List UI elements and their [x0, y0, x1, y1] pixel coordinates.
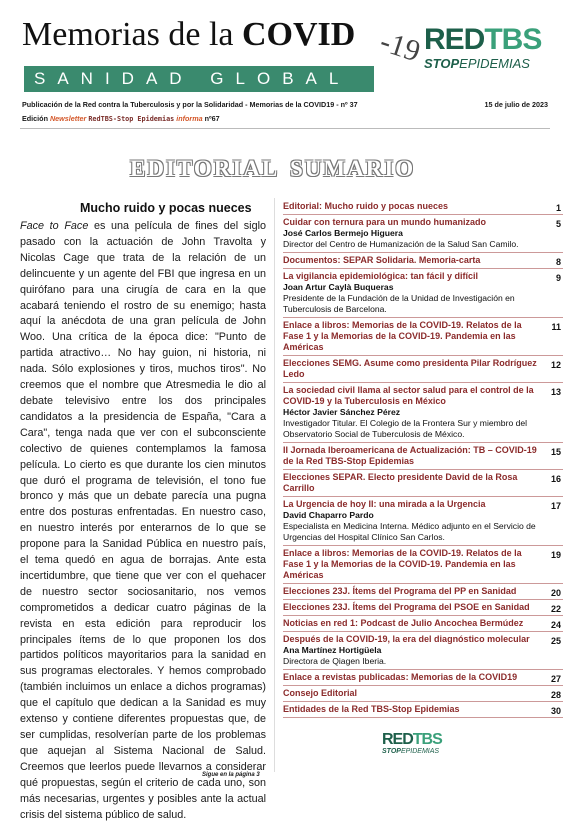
toc-item-description: Directora de Qiagen Iberia. [283, 656, 387, 666]
toc-item-title: Enlace a libros: Memorias de la COVID-19. Relatos de la Fase 1 y la Memorias de la COVID-19. Pandemia en las Américas [283, 320, 522, 352]
toc-item-page: 17 [550, 501, 561, 511]
toc-item-title: Cuidar con ternura para un mundo humanizado [283, 217, 487, 227]
toc-item[interactable] [283, 600, 563, 616]
toc-item[interactable] [283, 318, 563, 356]
toc-item-title: Después de la COVID-19, la era del diagnóstico molecular [283, 634, 530, 644]
edition-line: Edición Newsletter RedTBS-Stop Epidemias informa nº67 [22, 114, 220, 123]
toc-item-title: Entidades de la Red TBS-Stop Epidemias [283, 704, 460, 714]
toc-item-author: José Carlos Bermejo Higuera [283, 228, 403, 238]
toc-item[interactable] [283, 253, 563, 269]
toc-item[interactable] [283, 497, 563, 546]
toc-item-page: 15 [550, 447, 561, 457]
toc-item-page: 20 [550, 588, 561, 598]
publication-date: 15 de julio de 2023 [484, 100, 548, 109]
toc-item[interactable] [283, 470, 563, 497]
toc-item-page: 27 [550, 674, 561, 684]
toc-item-title: Consejo Editorial [283, 688, 358, 698]
toc-item[interactable] [283, 686, 563, 702]
publication-line [22, 100, 548, 109]
toc-item[interactable] [283, 269, 563, 318]
toc-item-page: 19 [550, 550, 561, 560]
toc-item-description: Especialista en Medicina Interna. Médico adjunto en el Servicio de Urgencias del Hospital Clínico San Carlos. [283, 521, 536, 542]
toc-item[interactable] [283, 546, 563, 584]
article-heading: Mucho ruido y pocas nueces [80, 201, 252, 215]
toc-item-description: Director del Centro de Humanización de la Salud San Camilo. [283, 239, 519, 249]
toc-item[interactable] [283, 702, 563, 718]
toc-item-page: 1 [555, 203, 561, 213]
toc-item-title: La sociedad civil llama al sector salud para el control de la COVID-19 y la Tuberculosis en México [283, 385, 534, 406]
toc-item-page: 9 [555, 273, 561, 283]
subtitle-bar: SANIDAD GLOBAL [24, 66, 374, 92]
toc-item-page: 22 [550, 604, 561, 614]
toc-item-page: 16 [550, 474, 561, 484]
toc-item[interactable] [283, 383, 563, 443]
toc-item-author: David Chaparro Pardo [283, 510, 374, 520]
toc-item-author: Joan Artur Caylà Buqueras [283, 282, 394, 292]
redtbs-logo: REDTBS STOPEPIDEMIAS [424, 23, 542, 71]
toc-item-author: Héctor Javier Sánchez Pérez [283, 407, 401, 417]
toc-item[interactable] [283, 443, 563, 470]
toc-item[interactable] [283, 215, 563, 253]
toc-item-title: Elecciones 23J. Ítems del Programa del PP en Sanidad [283, 586, 517, 596]
masthead [22, 14, 552, 94]
editorial-heading: EDITORIAL [130, 156, 280, 181]
toc-item-title: Elecciones 23J. Ítems del Programa del PSOE en Sanidad [283, 602, 530, 612]
toc-item-page: 12 [550, 360, 561, 370]
continued-note: Sigue en la página 3 [202, 772, 260, 778]
toc-item-description: Presidente de la Fundación de la Unidad de Investigación en Tuberculosis de Barcelona. [283, 293, 515, 314]
toc-item-title: Elecciones SEPAR. Electo presidente David de la Rosa Carrillo [283, 472, 518, 493]
toc-item-title: Enlace a libros: Memorias de la COVID-19. Relatos de la Fase 1 y la Memorias de la COVID-19. Pandemia en las Américas [283, 548, 522, 580]
toc-item-page: 13 [550, 387, 561, 397]
toc-item-title: Documentos: SEPAR Solidaria. Memoria-carta [283, 255, 481, 265]
toc-item-title: La vigilancia epidemiológica: tan fácil y difícil [283, 271, 479, 281]
toc-item[interactable] [283, 199, 563, 215]
toc-item[interactable] [283, 356, 563, 383]
toc-item-page: 8 [555, 257, 561, 267]
toc-item-title: Elecciones SEMG. Asume como presidenta Pilar Rodríguez Ledo [283, 358, 537, 379]
toc-item[interactable] [283, 584, 563, 600]
toc-item-title: Editorial: Mucho ruido y pocas nueces [283, 201, 449, 211]
toc-item-page: 25 [550, 636, 561, 646]
toc-item-page: 28 [550, 690, 561, 700]
toc-item-page: 11 [551, 322, 561, 332]
toc-item-page: 24 [550, 620, 561, 630]
article-body: Face to Face es una película de fines del siglo pasado con la actuación de John Travolta y Nicolas Cage que trata de la relación de un delincuente y un agente del FBI que ingresa en un quirófano para una cirugía de cara en la que acabará teniendo el rostro de su enemigo; hasta aquí la anécdota de una gran película de John Woo. Una crítica de la época dice: "Punto de partida atractivo… No hay guion, ni historia, ni nada. Sólo explosiones y tiros, muchos tiros". No creemos que el nombre que Atresmedia le dio al debate televisivo entre los dos principales candidatos a la presidencia de España, "Cara a Cara", tenga nada que ver con el subconsciente colectivo de quienes contemplamos la famosa película. Lo cierto es que durante los cien minutos que duró el programa de televisión, el tono fue bronco y más que un debate parecía una pugna entre dos posturas enfrentadas. En nuestro caso, en nuestro interés por enterarnos de lo que se propone para la Sanidad Pública en nuestro país, el tema quedó en agua de borrajas. Ante esta incertidumbre, que tiene que ver con el quehacer de nuestro sector sociosanitario, nos vemos comprometidos a dedicar cuatro páginas de la revista en esta edición para reproducir los principales ítems de lo que proponen los dos partidos políticos mayoritarios para la sanidad en sus programas electorales. Y hemos comprobado (también incluimos un enlace a dichos programas) que el capítulo que dedican a la Sanidad es muy extenso y contiene diferentes propuestas que, de ser cumplidas, resolverían parte de los problemas que aquejan al Sistema Nacional de Salud. Creemos que leerlos puede llevarnos a considerar qué propuestas, según el criterio de cada uno, son más necesarias, urgentes y posibles ante la actual crisis del sistema público de salud. [20, 220, 266, 821]
toc-item-page: 30 [550, 706, 561, 716]
publication-info: Publicación de la Red contra la Tuberculosis y por la Solidaridad - Memorias de la COVID19 - nº 37 [22, 100, 358, 109]
header-divider [20, 128, 550, 129]
sumario-heading: SUMARIO [290, 156, 416, 181]
toc-item-title: Noticias en red 1: Podcast de Julio Ancochea Bermúdez [283, 618, 524, 628]
column-divider [274, 198, 275, 772]
toc-item[interactable] [283, 616, 563, 632]
redtbs-logo-bottom: REDTBS STOPEPIDEMIAS [382, 731, 442, 755]
toc-item-title: II Jornada Iberoamericana de Actualización: TB – COVID-19 de la Red TBS-Stop Epidemias [283, 445, 537, 466]
toc-item[interactable] [283, 670, 563, 686]
publication-title: Memorias de la COVID [22, 16, 356, 53]
table-of-contents [283, 199, 563, 718]
toc-item-title: La Urgencia de hoy II: una mirada a la Urgencia [283, 499, 486, 509]
title-suffix: -19 [376, 24, 425, 69]
toc-item-title: Enlace a revistas publicadas: Memorias de la COVID19 [283, 672, 518, 682]
toc-item-author: Ana Martínez Hortigüela [283, 645, 382, 655]
toc-item-description: Investigador Titular. El Colegio de la Frontera Sur y miembro del Observatorio Social de Tuberculosis de México. [283, 418, 528, 439]
toc-item[interactable] [283, 632, 563, 670]
toc-item-page: 5 [555, 219, 561, 229]
